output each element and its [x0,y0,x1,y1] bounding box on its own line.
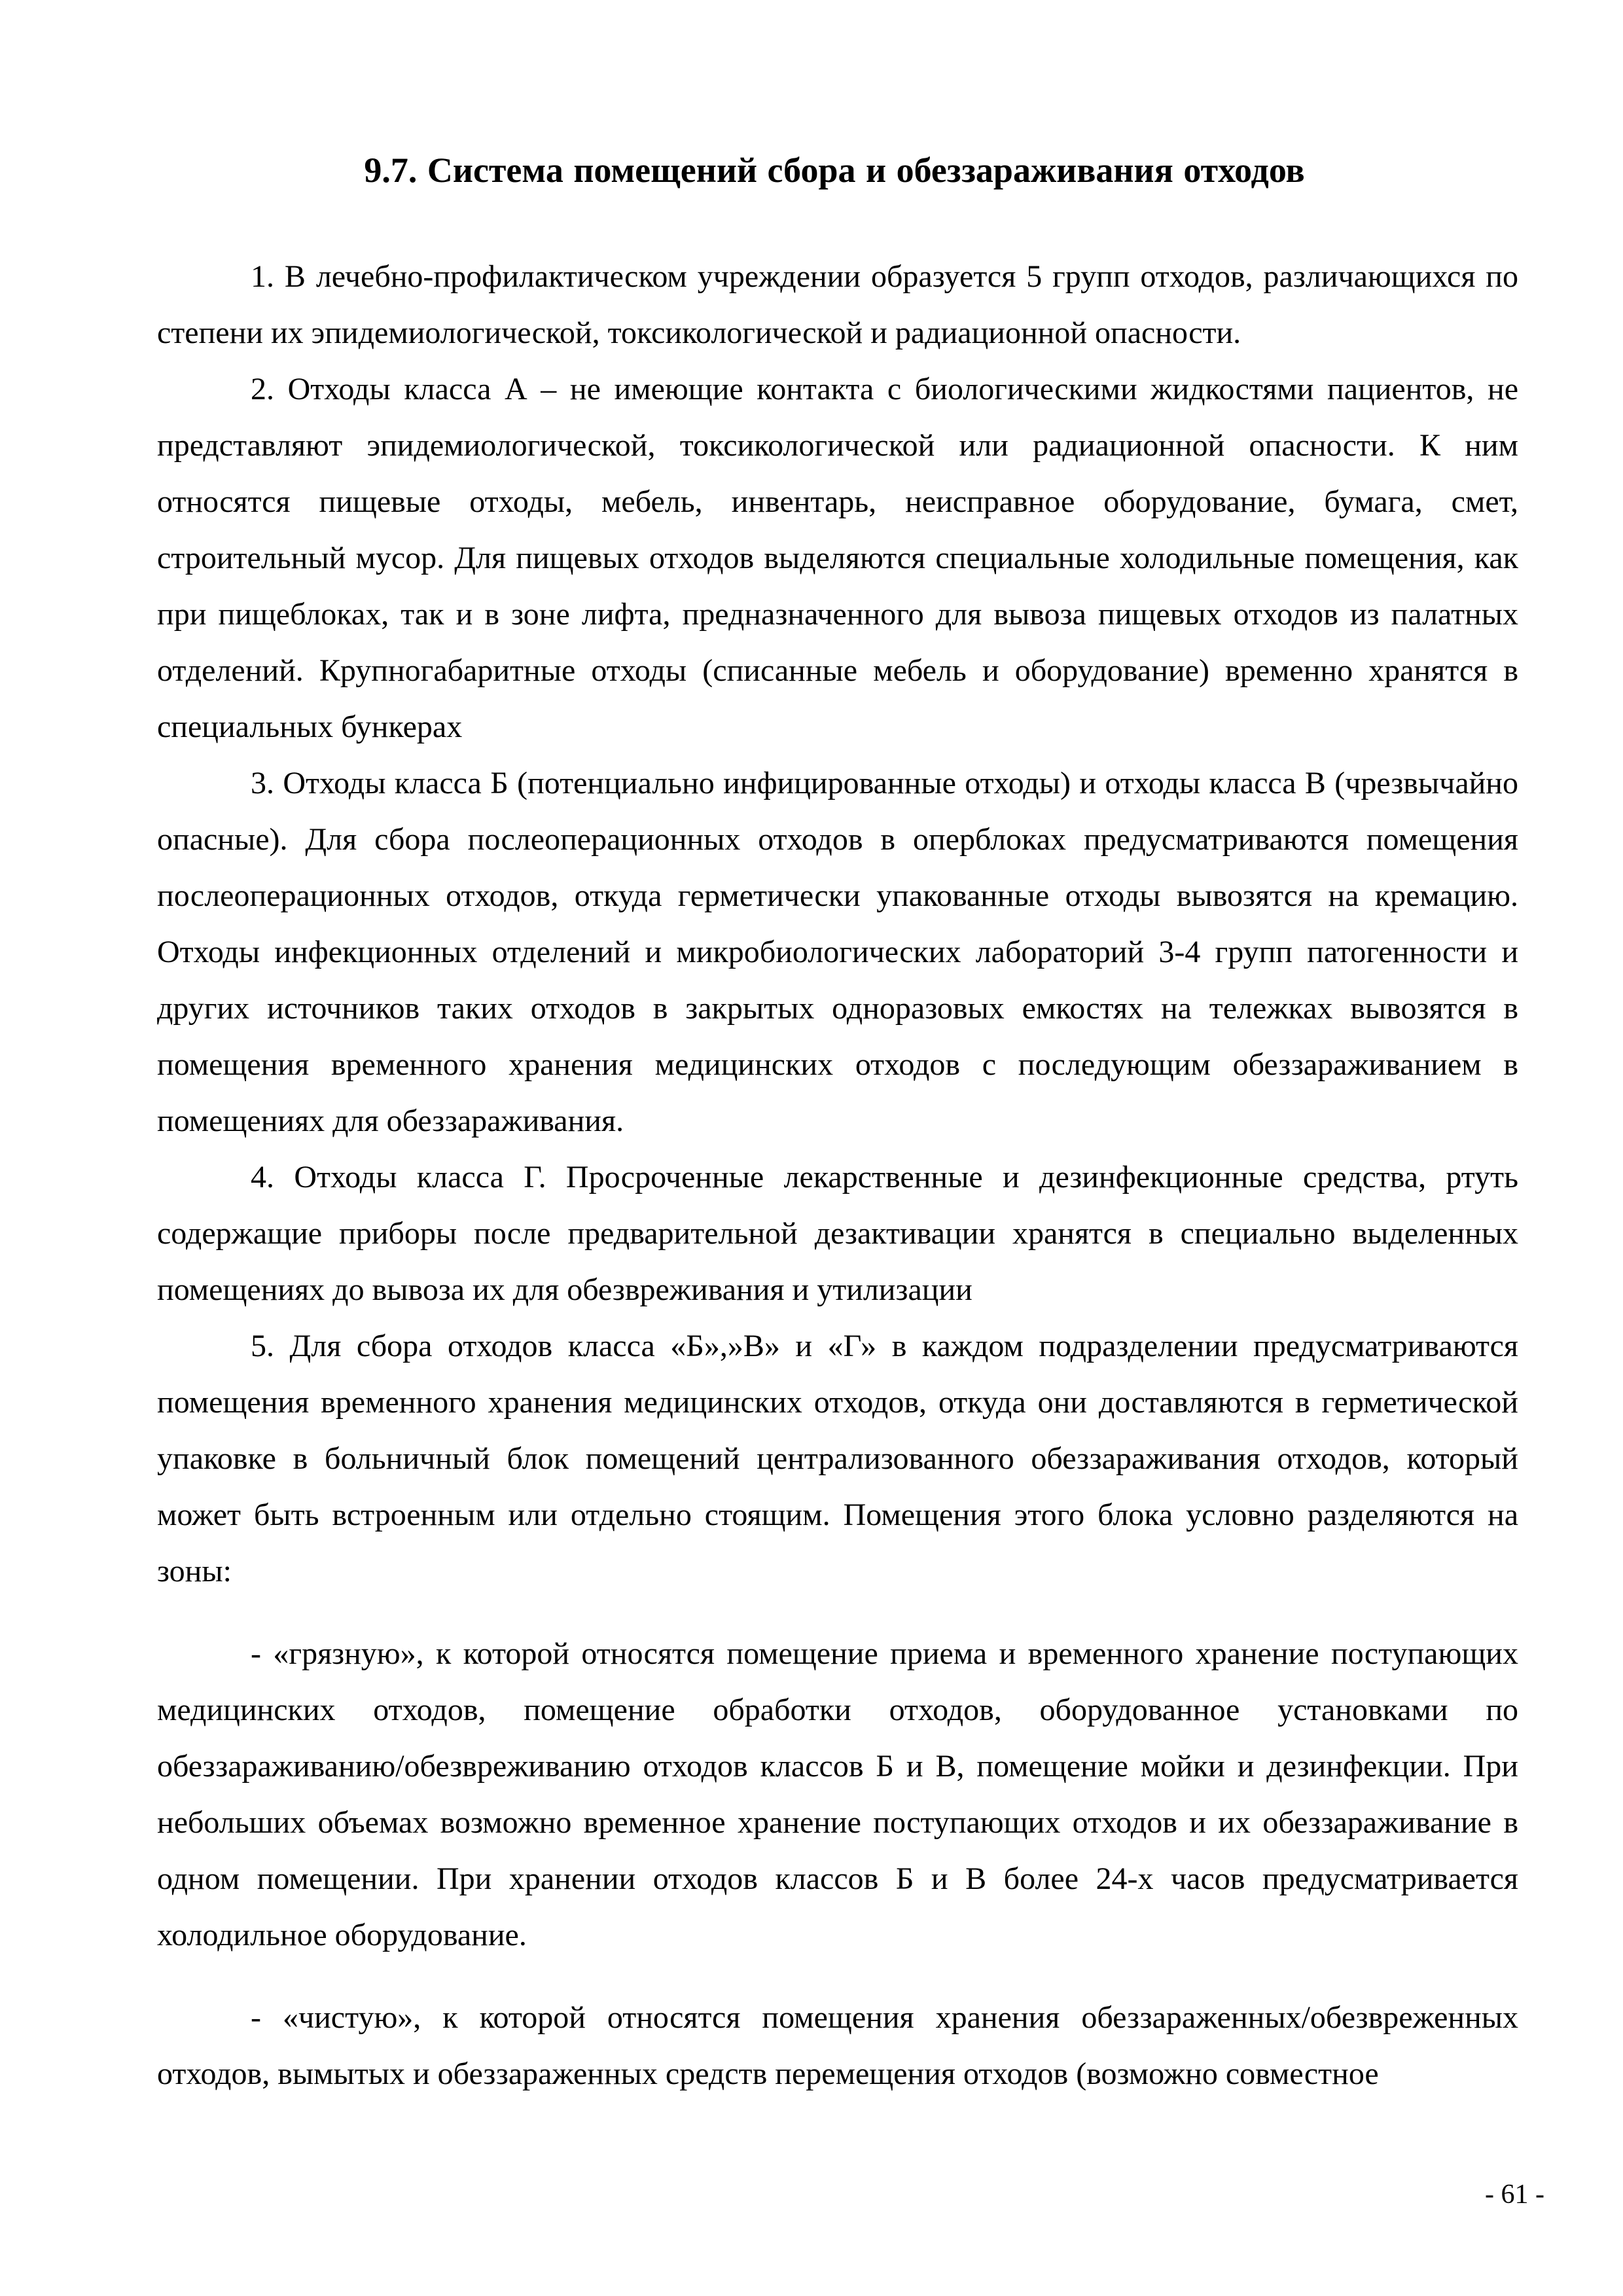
paragraph-1: 1. В лечебно-профилактическом учреждении образуется 5 групп отходов, различающихся по степени их эпидемиологической, токсикологической и радиационной опасности. [157,259,1518,350]
paragraph-dirty-zone: - «грязную», к которой относятся помещение приема и временного хранение поступающих медицинских отходов, помещение обработки отходов, оборудованное установками по обеззараживанию/обезвреживанию отходов классов Б и В, помещение мойки и дезинфекции. При небольших объемах возможно временное хранение поступающих отходов и их обеззараживание в одном помещении. При хранении отходов классов Б и В более 24-х часов предусматривается холодильное оборудование. [157,1636,1518,1952]
paragraph-3: 3. Отходы класса Б (потенциально инфицированные отходы) и отходы класса В (чрезвычайно опасные). Для сбора послеоперационных отходов в оперблоках предусматриваются помещения послеоперационных отходов, откуда герметически упакованные отходы вывозятся на кремацию. Отходы инфекционных отделений и микробиологических лабораторий 3-4 групп патогенности и других источников таких отходов в закрытых одноразовых емкостях на тележках вывозятся в помещения временного хранения медицинских отходов с последующим обеззараживанием в помещениях для обеззараживания. [157,766,1518,1138]
paragraph-4: 4. Отходы класса Г. Просроченные лекарственные и дезинфекционные средства, ртуть содержащие приборы после предварительной дезактивации хранятся в специально выделенных помещениях до вывоза их для обезвреживания и утилизации [157,1160,1518,1307]
paragraph-5: 5. Для сбора отходов класса «Б»,»В» и «Г» в каждом подразделении предусматриваются помещения временного хранения медицинских отходов, откуда они доставляются в герметической упаковке в больничный блок помещений централизованного обеззараживания отходов, который может быть встроенным или отдельно стоящим. Помещения этого блока условно разделяются на зоны: [157,1329,1518,1588]
document-body [157,249,1518,2102]
page-number: - 61 - [1485,2179,1544,2210]
paragraph-clean-zone: - «чистую», к которой относятся помещения хранения обеззараженных/обезвреженных отходов, вымытых и обеззараженных средств перемещения отходов (возможно совместное [157,2000,1518,2091]
section-title: 9.7. Система помещений сбора и обеззараживания отходов [364,151,1305,190]
paragraph-2: 2. Отходы класса А – не имеющие контакта с биологическими жидкостями пациентов, не представляют эпидемиологической, токсикологической или радиационной опасности. К ним относятся пищевые отходы, мебель, инвентарь, неисправное оборудование, бумага, смет, строительный мусор. Для пищевых отходов выделяются специальные холодильные помещения, как при пищеблоках, так и в зоне лифта, предназначенного для вывоза пищевых отходов из палатных отделений. Крупногабаритные отходы (списанные мебель и оборудование) временно хранятся в специальных бункерах [157,372,1518,744]
